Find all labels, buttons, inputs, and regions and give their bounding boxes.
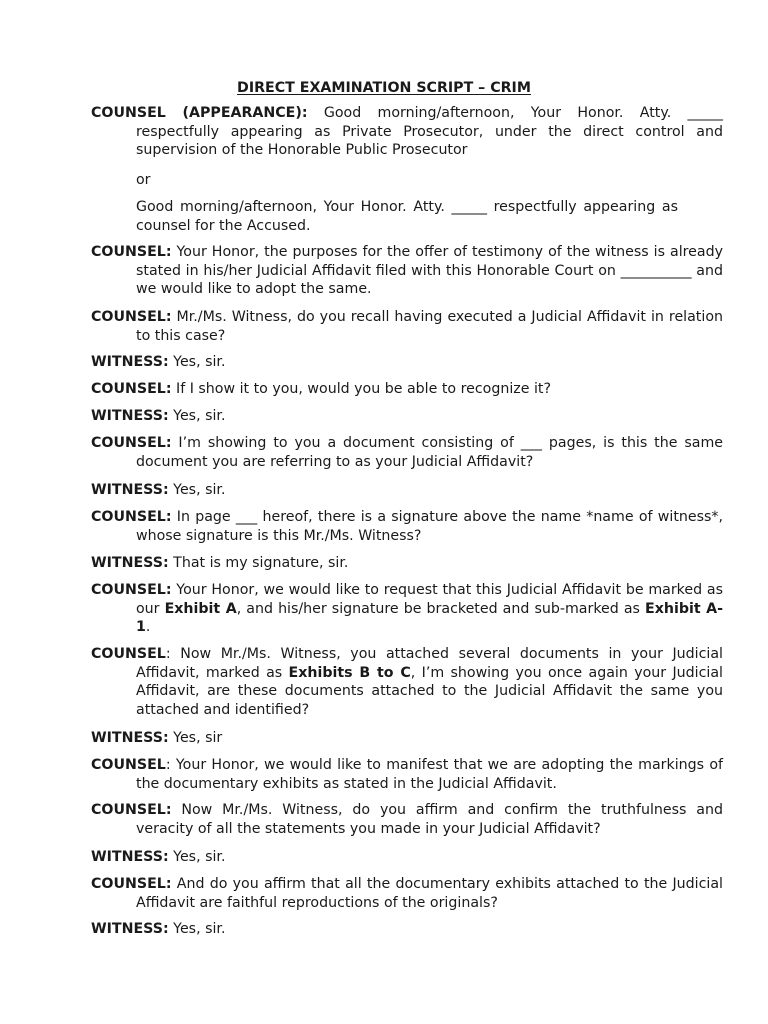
counsel-entry: [91, 875, 723, 912]
speaker-label: COUNSEL:: [91, 876, 172, 892]
counsel-entry: [91, 380, 723, 399]
witness-entry: [91, 481, 723, 500]
counsel-appearance-entry: [91, 104, 723, 160]
exhibit-label: Exhibits B to C: [288, 664, 411, 681]
speaker-label: COUNSEL: [91, 646, 166, 662]
entry-text: Yes, sir.: [168, 354, 226, 370]
entry-text: .: [145, 619, 151, 635]
entry-text: Yes, sir.: [168, 408, 226, 424]
counsel-exhibits-b-c-entry: [91, 645, 723, 719]
counsel-entry: [91, 508, 723, 545]
speaker-label: COUNSEL:: [91, 381, 172, 397]
entry-text: Now Mr./Ms. Witness, do you affirm and confirm the truthfulness and veracity of all the statements you made in your Judicial Affidavit?: [136, 802, 723, 837]
entry-text: Yes, sir.: [168, 849, 226, 865]
entry-text: And do you affirm that all the documentary exhibits attached to the Judicial Affidavit are faithful reproductions of the originals?: [136, 876, 723, 911]
counsel-accused-appearance: Good morning/afternoon, Your Honor. Atty. _____ respectfully appearing as counsel for the Accused.: [136, 199, 678, 234]
speaker-label: COUNSEL:: [91, 435, 172, 451]
speaker-label: COUNSEL:: [91, 244, 172, 260]
counsel-entry: [91, 801, 723, 838]
witness-entry: [91, 353, 723, 372]
entry-text: Yes, sir.: [168, 921, 226, 937]
witness-entry: [91, 729, 723, 748]
witness-entry: [91, 920, 723, 939]
counsel-entry: [91, 308, 723, 345]
entry-text: , I’m showing you once again your Judicial Affidavit, are these documents attached to the Judicial Affidavit the same you attached and identified?: [136, 664, 723, 718]
entry-text: If I show it to you, would you be able to recognize it?: [171, 381, 552, 397]
speaker-label: WITNESS:: [91, 408, 169, 424]
speaker-label: WITNESS:: [91, 730, 169, 746]
counsel-entry: [91, 756, 723, 793]
speaker-label: COUNSEL:: [91, 802, 172, 818]
entry-text: That is my signature, sir.: [168, 555, 349, 571]
speaker-label: COUNSEL:: [91, 509, 172, 525]
entry-text: : Now Mr./Ms. Witness, you attached several documents in your Judicial Affidavit, marked as: [136, 646, 723, 681]
exhibit-label: Exhibit A: [164, 600, 237, 617]
entry-text: I’m showing to you a document consisting of ___ pages, is this the same document you are referring to as your Judicial Affidavit?: [136, 435, 723, 470]
witness-entry: [91, 848, 723, 867]
speaker-label: WITNESS:: [91, 921, 169, 937]
counsel-entry: [91, 243, 723, 299]
speaker-label: COUNSEL: [91, 757, 166, 773]
speaker-label: COUNSEL:: [91, 582, 172, 598]
entry-text: , and his/her signature be bracketed and sub-marked as: [236, 600, 646, 617]
entry-text: Your Honor, we would like to request that this Judicial Affidavit be marked as our: [136, 582, 723, 617]
counsel-exhibit-a-entry: [91, 581, 723, 637]
witness-entry: [91, 554, 723, 573]
witness-entry: [91, 407, 723, 426]
entry-text: In page ___ hereof, there is a signature above the name *name of witness*, whose signature is this Mr./Ms. Witness?: [136, 509, 723, 544]
document-title: DIRECT EXAMINATION SCRIPT – CRIM: [237, 80, 531, 96]
entry-text: Mr./Ms. Witness, do you recall having executed a Judicial Affidavit in relation to this case?: [136, 309, 723, 344]
counsel-entry: [91, 434, 723, 471]
speaker-label: WITNESS:: [91, 849, 169, 865]
speaker-label: WITNESS:: [91, 555, 169, 571]
or-separator: or: [136, 172, 151, 188]
entry-text: Yes, sir.: [168, 482, 226, 498]
exhibit-label: Exhibit A-1: [136, 600, 724, 635]
entry-text: Your Honor, the purposes for the offer of testimony of the witness is already stated in his/her Judicial Affidavit filed with this Honorable Court on __________ and we would like to adopt the same.: [136, 244, 723, 297]
speaker-label: WITNESS:: [91, 482, 169, 498]
entry-text: Good morning/afternoon, Your Honor. Atty. _____ respectfully appearing as Private Prosecutor, under the direct control and supervision of the Honorable Public Prosecutor: [136, 105, 723, 158]
entry-text: Yes, sir: [168, 730, 223, 746]
entry-text: : Your Honor, we would like to manifest that we are adopting the markings of the documentary exhibits as stated in the Judicial Affidavit.: [136, 757, 723, 792]
speaker-label: COUNSEL:: [91, 309, 172, 325]
speaker-label: COUNSEL (APPEARANCE):: [91, 105, 308, 121]
speaker-label: WITNESS:: [91, 354, 169, 370]
